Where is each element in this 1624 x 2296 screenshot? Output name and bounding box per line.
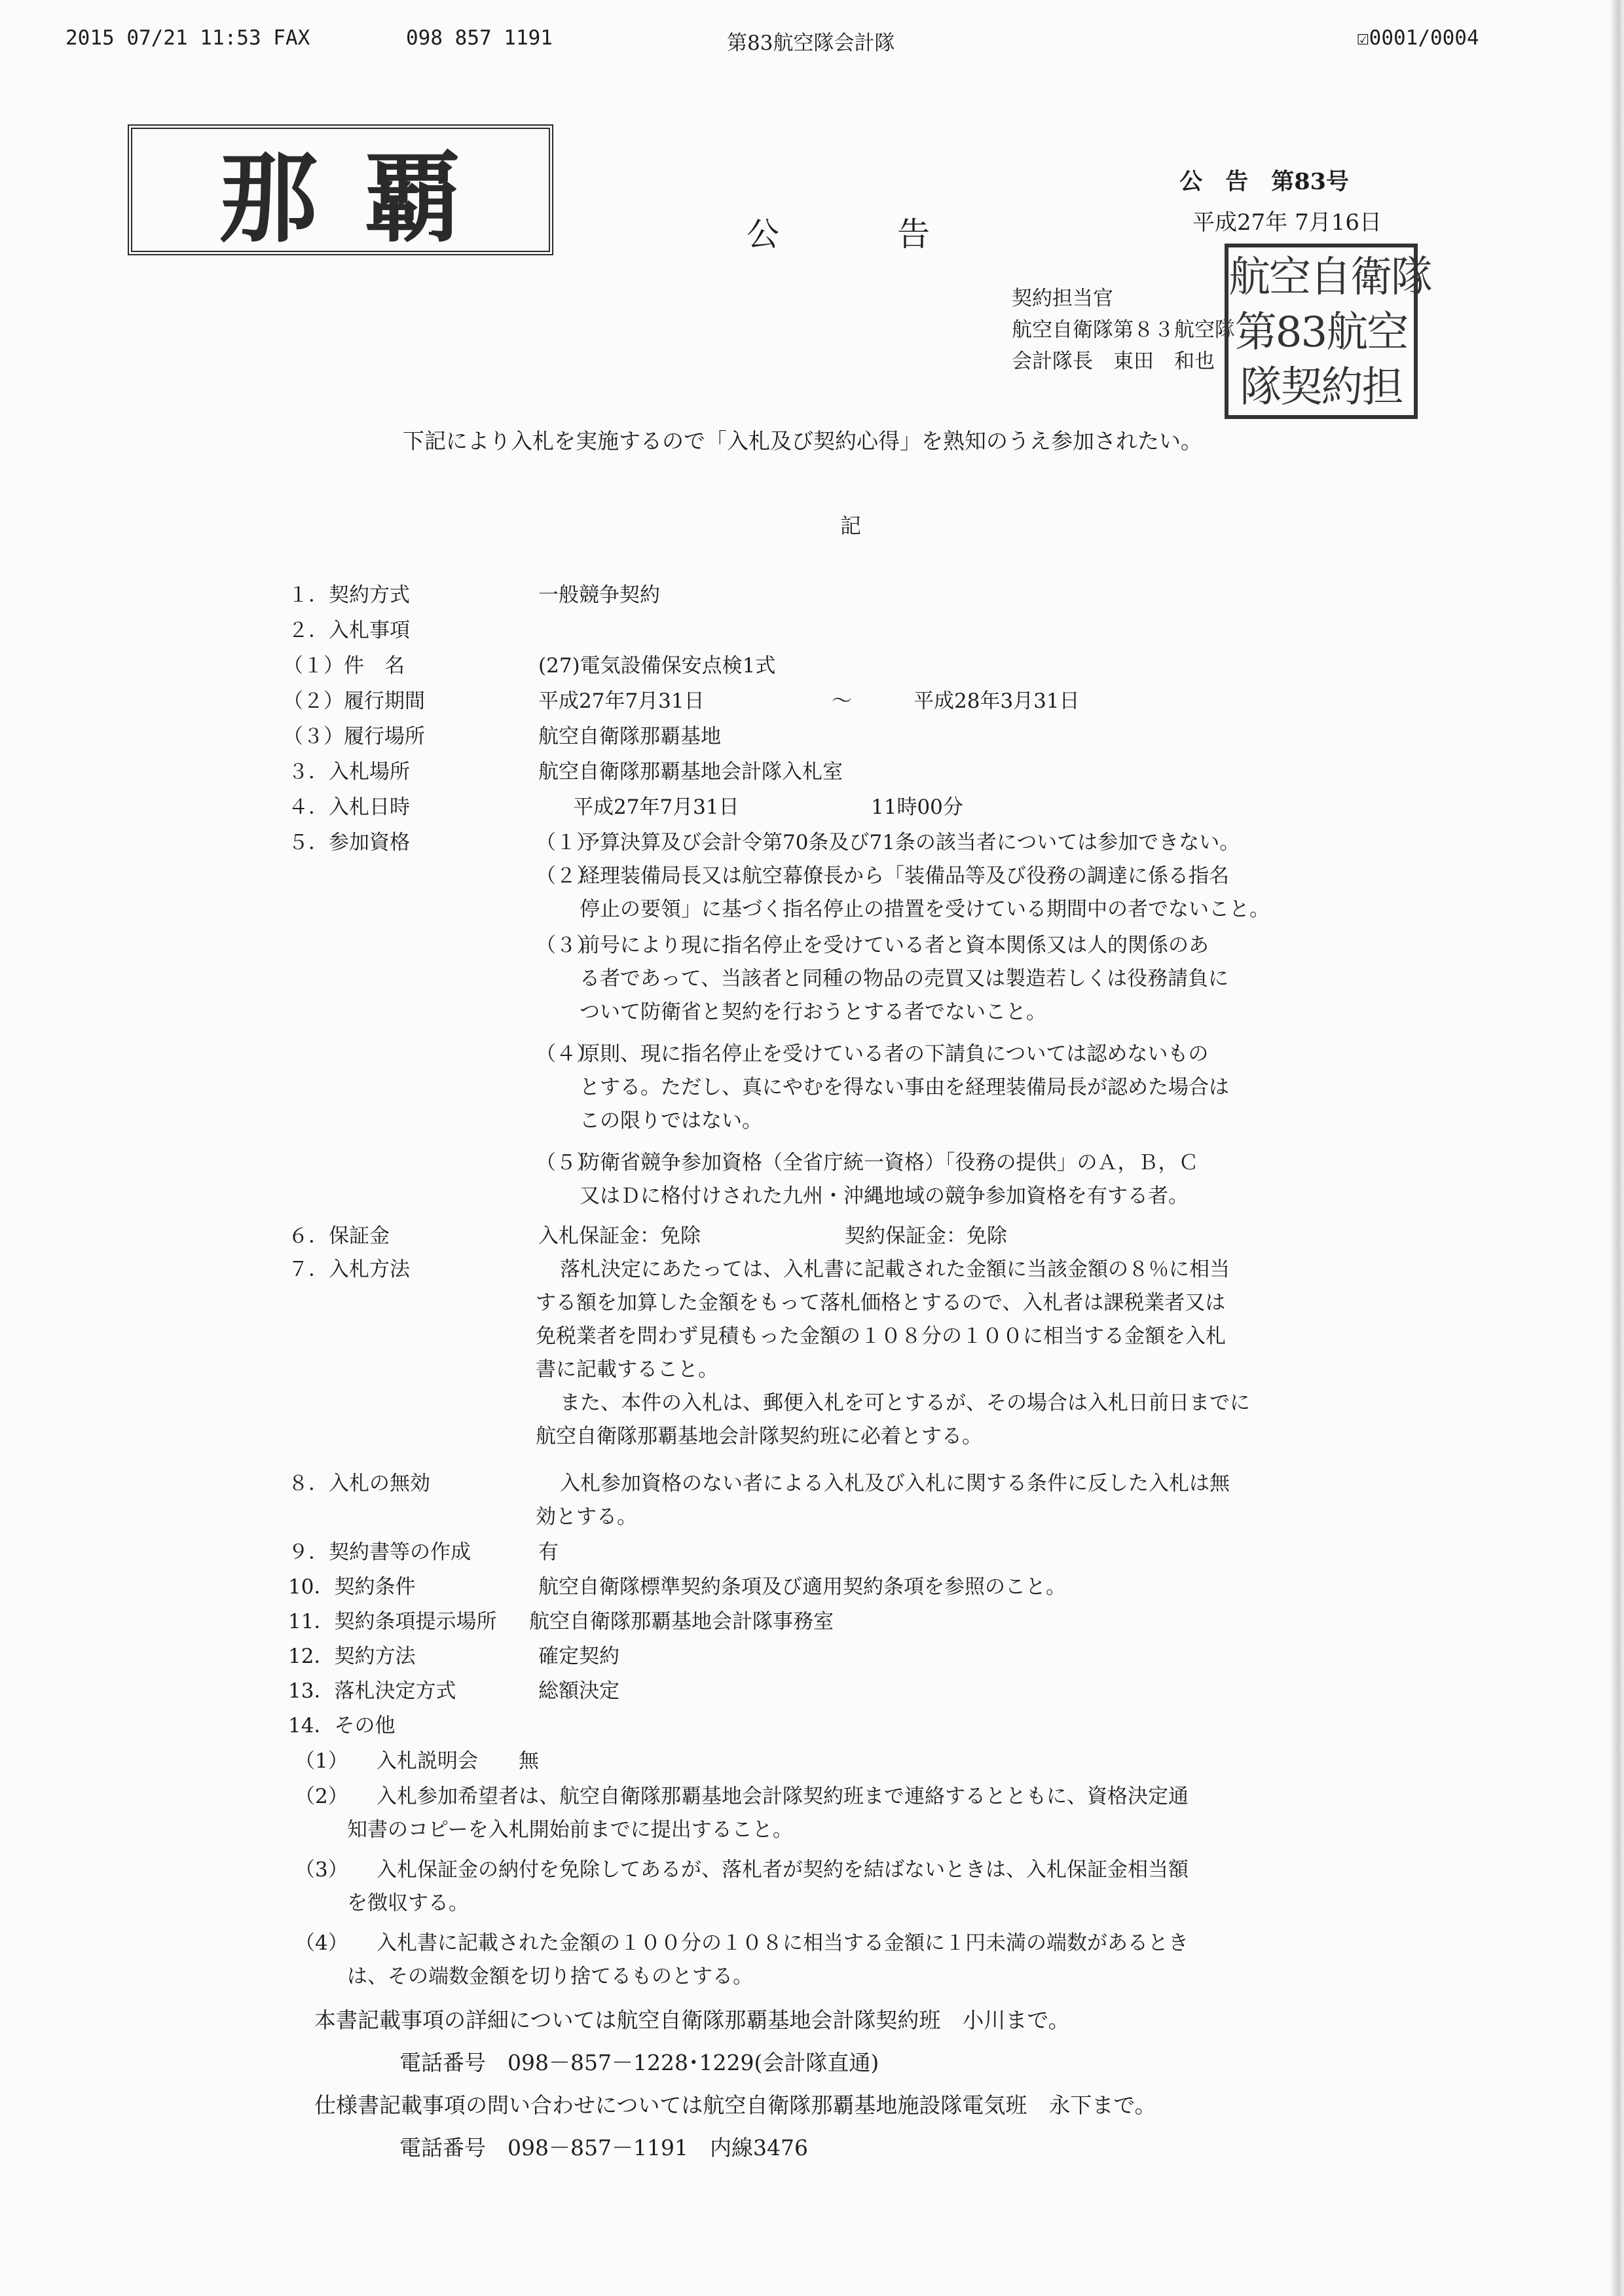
other-line: を徴収する。 — [347, 1891, 469, 1915]
invalid-line: 効とする。 — [536, 1505, 637, 1529]
qual-line: 停止の要領」に基づく指名停止の措置を受けている期間中の者でないこと。 — [580, 898, 1270, 921]
method-line: 書に記載すること。 — [536, 1358, 718, 1381]
qual-line: 前号により現に指名停止を受けている者と資本関係又は人的関係のあ — [580, 934, 1209, 957]
issuer-role: 契約担当官 — [1012, 287, 1113, 310]
scan-edge-shadow — [1610, 0, 1624, 2296]
item-label: ５．参加資格 — [288, 831, 410, 854]
fax-page-count: ☑0001/0004 — [1357, 26, 1479, 50]
item-label: 11．契約条項提示場所 — [288, 1610, 497, 1633]
notice-date: 平成27年 7月16日 — [1192, 210, 1382, 236]
contract-deposit: 契約保証金：免除 — [845, 1224, 1007, 1248]
qual-line: この限りではない。 — [580, 1109, 762, 1133]
contact-accounting-phone: 電話番号 098－857－1228･1229(会計隊直通) — [399, 2050, 879, 2075]
other-line: 入札参加希望者は、航空自衛隊那覇基地会計隊契約班まで連絡するとともに、資格決定通 — [377, 1785, 1189, 1808]
method-line: する額を加算した金額をもって落札価格とするので、入札者は課税業者又は — [536, 1291, 1226, 1315]
qual-line: 又はＤに格付けされた九州・沖縄地域の競争参加資格を有する者。 — [580, 1184, 1189, 1208]
item-label: 14．その他 — [288, 1714, 396, 1738]
item-value: 航空自衛隊那覇基地 — [538, 725, 721, 748]
contact-accounting: 本書記載事項の詳細については航空自衛隊那覇基地会計隊契約班 小川まで。 — [314, 2007, 1070, 2033]
ki-heading: 記 — [840, 513, 862, 538]
naha-stamp: 那覇 — [128, 124, 553, 255]
item-label: ９．契約書等の作成 — [288, 1540, 471, 1564]
item-label: ６．保証金 — [288, 1224, 390, 1248]
other-num: （2） — [295, 1785, 348, 1808]
item-label: ７．入札方法 — [288, 1258, 410, 1281]
period-start: 平成27年7月31日 — [538, 689, 705, 713]
qual-line: 防衛省競争参加資格（全省庁統一資格）「役務の提供」のＡ，Ｂ，Ｃ — [580, 1151, 1199, 1175]
other-line: 入札説明会 無 — [377, 1749, 539, 1773]
item-value: 総額決定 — [538, 1679, 619, 1703]
item-value: 航空自衛隊標準契約条項及び適用契約条項を参照のこと。 — [538, 1575, 1066, 1599]
item-value: 一般競争契約 — [538, 583, 660, 607]
qual-line: とする。ただし、真にやむを得ない事由を経理装備局長が認めた場合は — [580, 1076, 1229, 1099]
item-label: （２）履行期間 — [283, 689, 425, 713]
fax-sender: 第83航空隊会計隊 — [727, 31, 895, 55]
qual-num: （３） — [536, 934, 597, 957]
contact-facilities-phone: 電話番号 098－857－1191 内線3476 — [399, 2135, 808, 2160]
item-value: (27)電気設備保安点検1式 — [538, 654, 776, 678]
qual-line: 経理装備局長又は航空幕僚長から「装備品等及び役務の調達に係る指名 — [580, 864, 1229, 888]
qual-line: ついて防衛省と契約を行おうとする者でないこと。 — [580, 1000, 1046, 1024]
item-label: ２．入札事項 — [288, 619, 410, 642]
seal-line: 航空自衛隊 — [1228, 253, 1431, 302]
qual-num: （１） — [536, 831, 597, 854]
item-value: 航空自衛隊那覇基地会計隊事務室 — [529, 1610, 834, 1633]
item-label: ４．入札日時 — [288, 795, 410, 819]
item-value: 確定契約 — [538, 1645, 619, 1668]
fax-datetime: 2015 07/21 11:53 FAX — [65, 26, 310, 50]
qual-num: （４） — [536, 1042, 597, 1066]
issuer-org: 航空自衛隊第８３航空隊 — [1012, 318, 1235, 342]
other-line: 入札書に記載された金額の１００分の１０８に相当する金額に１円未満の端数があるとき — [377, 1931, 1189, 1955]
qual-line: 原則、現に指名停止を受けている者の下請負については認めないもの — [580, 1042, 1209, 1066]
qual-num: （５） — [536, 1151, 597, 1175]
item-label: ８．入札の無効 — [288, 1472, 430, 1495]
other-num: （4） — [295, 1931, 348, 1955]
intro-text: 下記により入札を実施するので「入札及び契約心得」を熟知のうえ参加されたい。 — [403, 428, 1202, 454]
fax-number: 098 857 1191 — [406, 26, 553, 50]
item-label: 10．契約条件 — [288, 1575, 416, 1599]
bid-date: 平成27年7月31日 — [573, 795, 739, 819]
seal-line: 隊契約担 — [1240, 363, 1403, 412]
method-line: 免税業者を問わず見積もった金額の１０８分の１００に相当する金額を入札 — [536, 1324, 1226, 1348]
invalid-line: 入札参加資格のない者による入札及び入札に関する条件に反した入札は無 — [560, 1472, 1230, 1495]
method-line: 航空自衛隊那覇基地会計隊契約班に必着とする。 — [536, 1425, 982, 1448]
method-line: 落札決定にあたっては、入札書に記載された金額に当該金額の８％に相当 — [560, 1258, 1230, 1281]
other-num: （3） — [295, 1858, 348, 1882]
method-line: また、本件の入札は、郵便入札を可とするが、その場合は入札日前日までに — [560, 1391, 1250, 1415]
seal-line: 第83航空 — [1234, 308, 1408, 357]
other-line: は、その端数金額を切り捨てるものとする。 — [347, 1965, 753, 1988]
item-value: 有 — [538, 1540, 559, 1564]
item-value: 航空自衛隊那覇基地会計隊入札室 — [538, 760, 843, 784]
notice-title: 公告 — [747, 215, 1048, 253]
item-label: （３）履行場所 — [283, 725, 425, 748]
contact-facilities: 仕様書記載事項の問い合わせについては航空自衛隊那覇基地施設隊電気班 永下まで。 — [314, 2092, 1156, 2118]
qual-num: （２） — [536, 864, 597, 888]
other-line: 入札保証金の納付を免除してあるが、落札者が契約を結ばないときは、入札保証金相当額 — [377, 1858, 1189, 1882]
period-tilde: ～ — [832, 689, 852, 713]
notice-number: 公 告 第83号 — [1179, 168, 1349, 195]
item-label: （１）件 名 — [283, 654, 405, 678]
item-label: ３．入札場所 — [288, 760, 410, 784]
other-line: 知書のコピーを入札開始前までに提出すること。 — [347, 1818, 793, 1842]
other-num: （1） — [295, 1749, 348, 1773]
period-end: 平成28年3月31日 — [913, 689, 1080, 713]
issuer-name: 会計隊長 東田 和也 — [1012, 350, 1215, 373]
item-label: 13．落札決定方式 — [288, 1679, 456, 1703]
qual-line: 予算決算及び会計令第70条及び71条の該当者については参加できない。 — [580, 831, 1240, 854]
bid-time: 11時00分 — [871, 795, 963, 819]
bid-deposit: 入札保証金：免除 — [538, 1224, 701, 1248]
item-label: 12．契約方法 — [288, 1645, 416, 1668]
qual-line: る者であって、当該者と同種の物品の売買又は製造若しくは役務請負に — [580, 967, 1229, 991]
item-label: １．契約方式 — [288, 583, 410, 607]
official-seal — [1225, 244, 1431, 419]
